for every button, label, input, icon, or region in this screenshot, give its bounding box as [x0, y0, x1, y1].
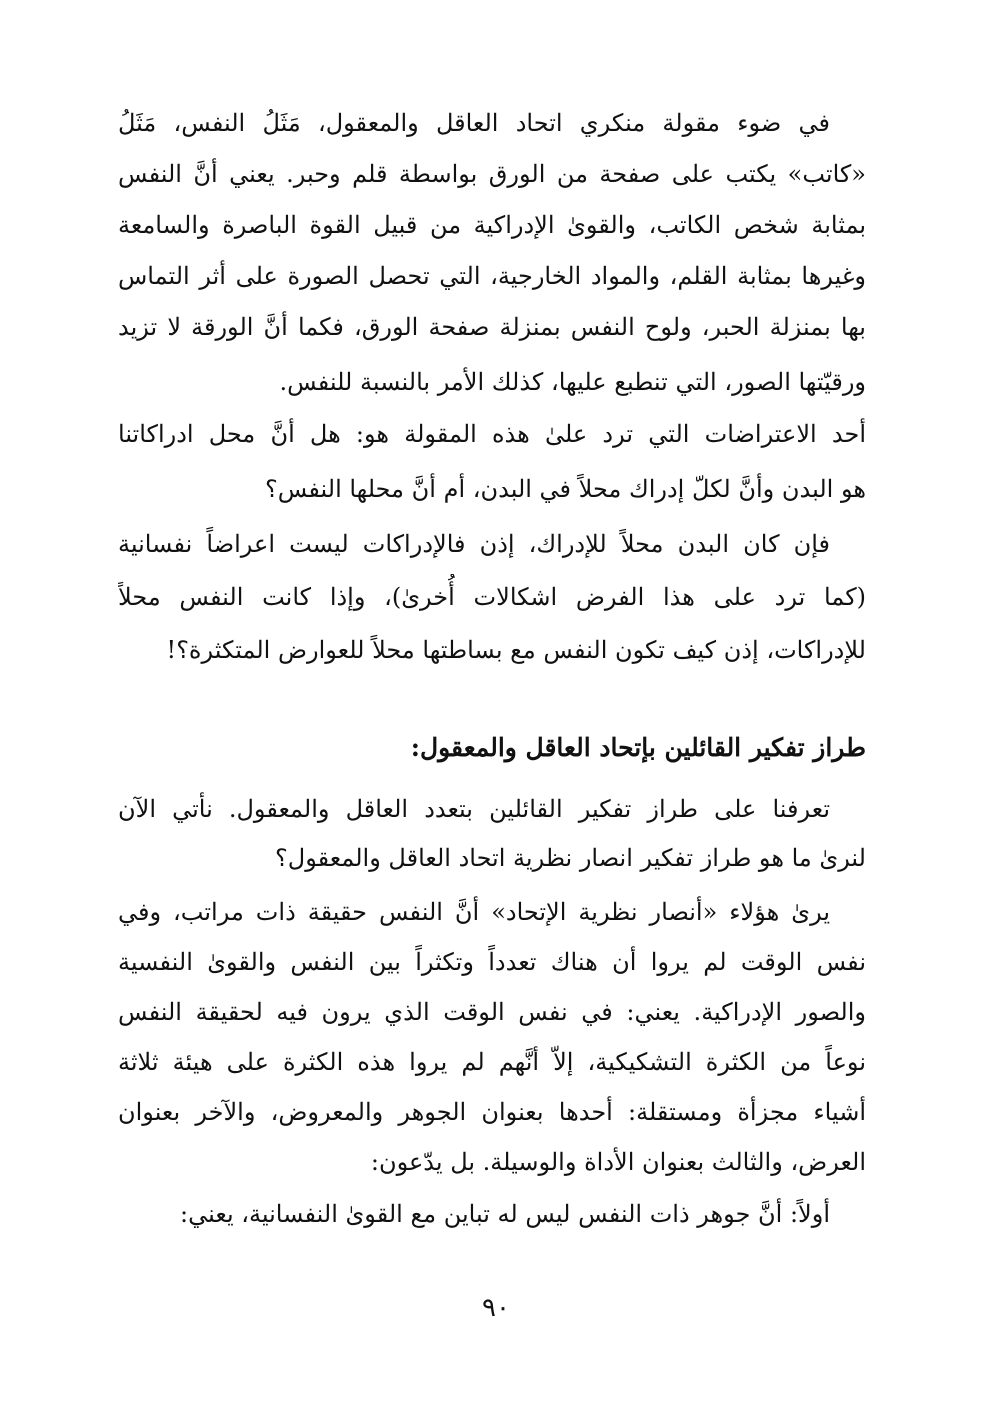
- text-line: وغيرها بمثابة القلم، والمواد الخارجية، التي تحصل الصورة على أثر التماس: [118, 262, 866, 290]
- text-line: والصور الإدراكية. يعني: في نفس الوقت الذي يرون فيه لحقيقة النفس: [118, 998, 866, 1026]
- text-line: نفس الوقت لم يروا أن هناك تعدداً وتكثراً بين النفس والقوىٰ النفسية: [118, 948, 866, 976]
- text-line: (كما ترد على هذا الفرض اشكالات أُخرىٰ)، وإذا كانت النفس محلاً: [118, 583, 866, 611]
- text-line: ورقيّتها الصور، التي تنطبع عليها، كذلك الأمر بالنسبة للنفس.: [279, 368, 866, 396]
- text-line: «كاتب» يكتب على صفحة من الورق بواسطة قلم وحبر. يعني أنَّ النفس: [118, 160, 866, 188]
- text-line: العرض، والثالث بعنوان الأداة والوسيلة. بل يدّعون:: [370, 1148, 866, 1176]
- text-line: أولاً: أنَّ جوهر ذات النفس ليس له تباين مع القوىٰ النفسانية، يعني:: [180, 1200, 830, 1228]
- text-line: تعرفنا على طراز تفكير القائلين بتعدد العاقل والمعقول. نأتي الآن: [118, 795, 830, 823]
- text-line: فإن كان البدن محلاً للإدراك، إذن فالإدراكات ليست اعراضاً نفسانية: [118, 530, 830, 558]
- text-line: نوعاً من الكثرة التشكيكية، إلاّ أنَّهم لم يروا هذه الكثرة على هيئة ثلاثة: [118, 1048, 866, 1076]
- text-line: للإدراكات، إذن كيف تكون النفس مع بساطتها محلاً للعوارض المتكثرة؟!: [166, 636, 866, 664]
- text-line: أشياء مجزأة ومستقلة: أحدها بعنوان الجوهر والمعروض، والآخر بعنوان: [118, 1098, 866, 1126]
- text-line: هو البدن وأنَّ لكلّ إدراك محلاً في البدن، أم أنَّ محلها النفس؟: [265, 475, 866, 503]
- text-line: بها بمنزلة الحبر، ولوح النفس بمنزلة صفحة الورق، فكما أنَّ الورقة لا تزيد: [118, 313, 866, 341]
- text-line: لنرىٰ ما هو طراز تفكير انصار نظرية اتحاد العاقل والمعقول؟: [275, 844, 866, 872]
- text-line: أحد الاعتراضات التي ترد علىٰ هذه المقولة هو: هل أنَّ محل ادراكاتنا: [118, 420, 866, 448]
- text-line: في ضوء مقولة منكري اتحاد العاقل والمعقول، مَثَلُ النفس، مَثَلُ: [118, 109, 830, 137]
- text-line: بمثابة شخص الكاتب، والقوىٰ الإدراكية من قبيل القوة الباصرة والسامعة: [118, 211, 866, 239]
- page-number: ٩٠: [482, 1293, 510, 1323]
- section-heading: طراز تفكير القائلين بإتحاد العاقل والمعقول:: [410, 733, 866, 762]
- text-line: يرىٰ هؤلاء «أنصار نظرية الإتحاد» أنَّ النفس حقيقة ذات مراتب، وفي: [118, 898, 830, 926]
